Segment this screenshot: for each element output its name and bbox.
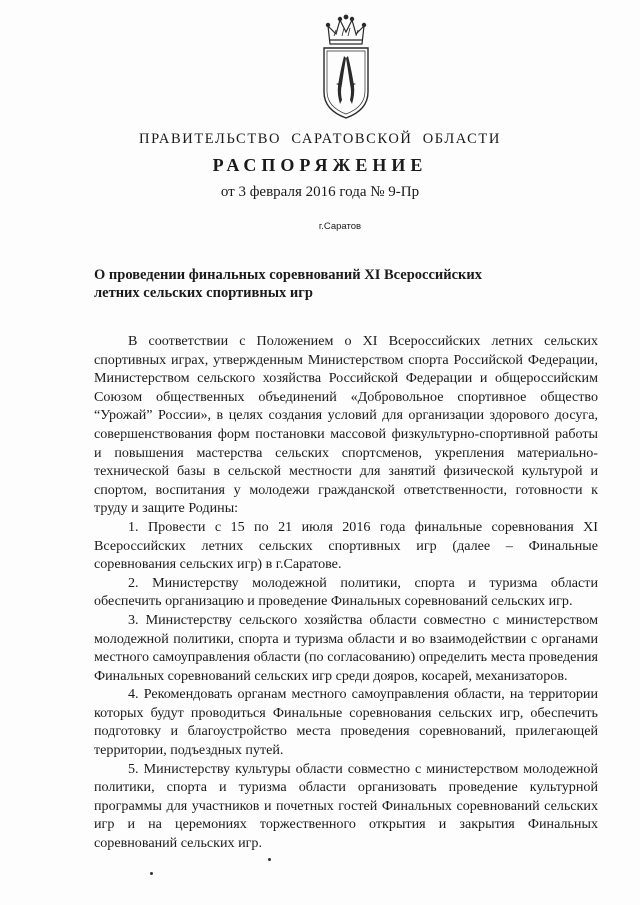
clause-paragraph: 5. Министерству культуры области совместно с министерством молодежной политики, спорта и туризма области организовать проведение культурной программы для участников и почетных гостей Финальных соревнований сельских игр и на церемониях торжественного открытия и закрытия Финальных соревнований сельских игр. (94, 760, 598, 852)
document-subject (94, 266, 564, 302)
document-date: от 3 февраля 2016 года № 9-Пр (220, 184, 420, 200)
government-name: ПРАВИТЕЛЬСТВО САРАТОВСКОЙ ОБЛАСТИ (139, 131, 501, 147)
clause-paragraph: 1. Провести с 15 по 21 июля 2016 года финальные соревнования XI Всероссийских летних сельских спортивных игр (далее – Финальные соревнования сельских игр) в г.Саратове. (94, 518, 598, 573)
clause-paragraph: 3. Министерству сельского хозяйства области совместно с министерством молодежной политики, спорта и туризма области и во взаимодействии с органами местного самоуправления области (по согласованию) определить места проведения Финальных соревнований сельских игр среди дояров, косарей, механизаторов. (94, 611, 598, 684)
preamble-paragraph: В соответствии с Положением о XI Всероссийских летних сельских спортивных играх, утвержденным Министерством спорта Российской Федерации, Министерством сельского хозяйства Российской Федерации и общероссийским Союзом общественных объединений «Добровольное спортивное общество “Урожай” России», в целях создания условий для организации здорового досуга, совершенствования форм постановки массовой физкультурно-спортивной работы и повышения мастерства сельских спортсменов, укрепления материально-технической базы в сельской местности для занятий физической культурой и спортом, воспитания у молодежи гражданской ответственности, готовности к труду и защите Родины: (94, 333, 598, 517)
scan-speck (268, 858, 271, 861)
clause-paragraph: 4. Рекомендовать органам местного самоуправления области, на территории которых будут проводиться Финальные соревнования сельских игр, обеспечить подготовку и благоустройство места проведения соревнований, прилегающей территории, подъездных путей. (94, 686, 598, 759)
document-body (94, 332, 598, 853)
document-type: РАСПОРЯЖЕНИЕ (212, 155, 428, 175)
subject-line: летних сельских спортивных игр (94, 285, 313, 301)
clause-paragraph: 2. Министерству молодежной политики, спорта и туризма области обеспечить организацию и проведение Финальных соревнований сельских игр. (94, 574, 598, 610)
document-city: г.Саратов (318, 221, 362, 232)
subject-line: О проведении финальных соревнований XI Всероссийских (94, 267, 482, 283)
scan-speck (150, 872, 153, 875)
saratov-coat-of-arms-icon (318, 14, 374, 122)
